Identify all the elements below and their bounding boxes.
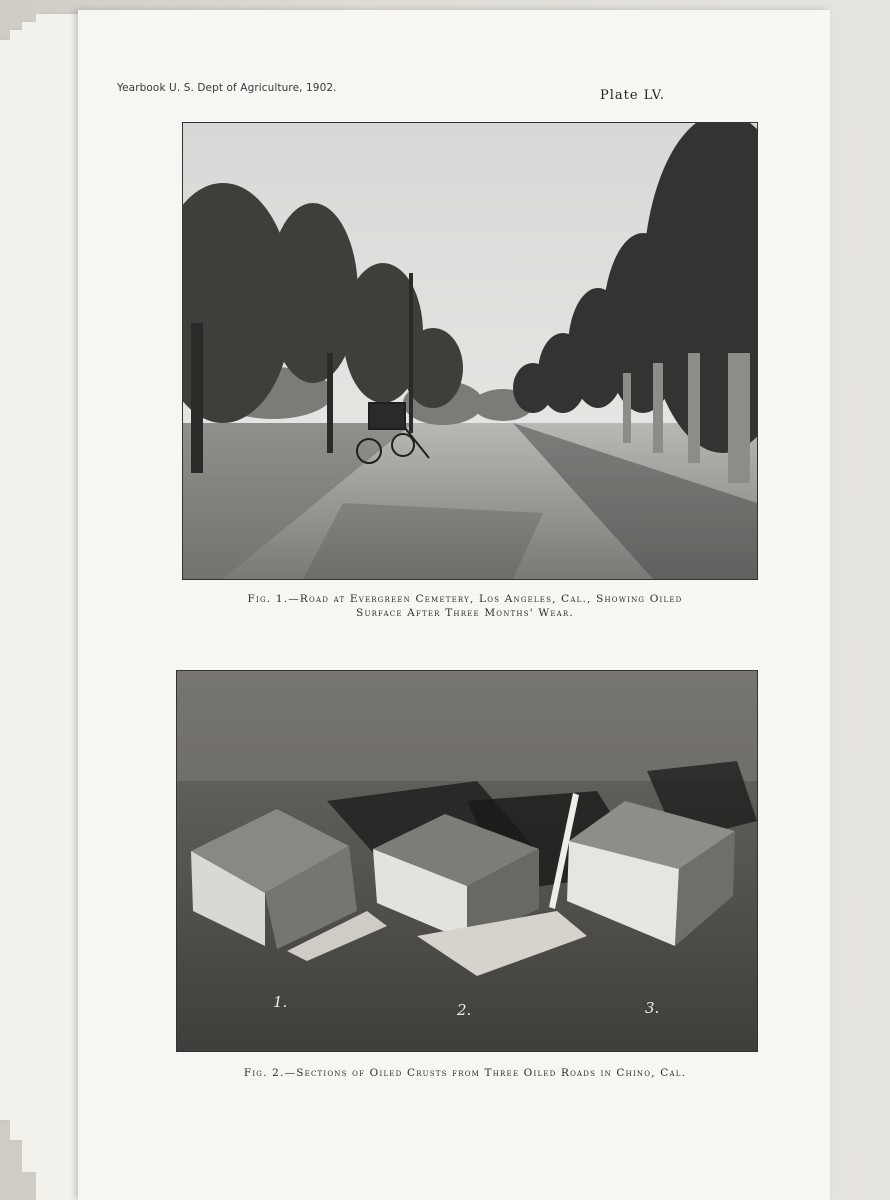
crust-sections-image <box>177 671 757 1051</box>
figure-2-photo <box>176 670 758 1052</box>
plate-number: Plate LV. <box>600 88 666 103</box>
figure-1-photo <box>182 122 758 580</box>
section-label-3: 3. <box>645 999 660 1017</box>
yearbook-header: Yearbook U. S. Dept of Agriculture, 1902. <box>117 82 337 94</box>
figure-1-caption-line2: Surface After Three Months' Wear. <box>356 607 574 619</box>
figure-1-caption-line1: Fig. 1.—Road at Evergreen Cemetery, Los Angeles, Cal., Showing Oiled <box>247 593 683 605</box>
road-scene-image <box>183 123 757 579</box>
section-label-1: 1. <box>273 993 288 1011</box>
figure-2-caption: Fig. 2.—Sections of Oiled Crusts from Three Oiled Roads in Chino, Cal. <box>243 1067 687 1079</box>
figure-1-caption <box>150 592 780 620</box>
section-label-2: 2. <box>457 1001 472 1019</box>
